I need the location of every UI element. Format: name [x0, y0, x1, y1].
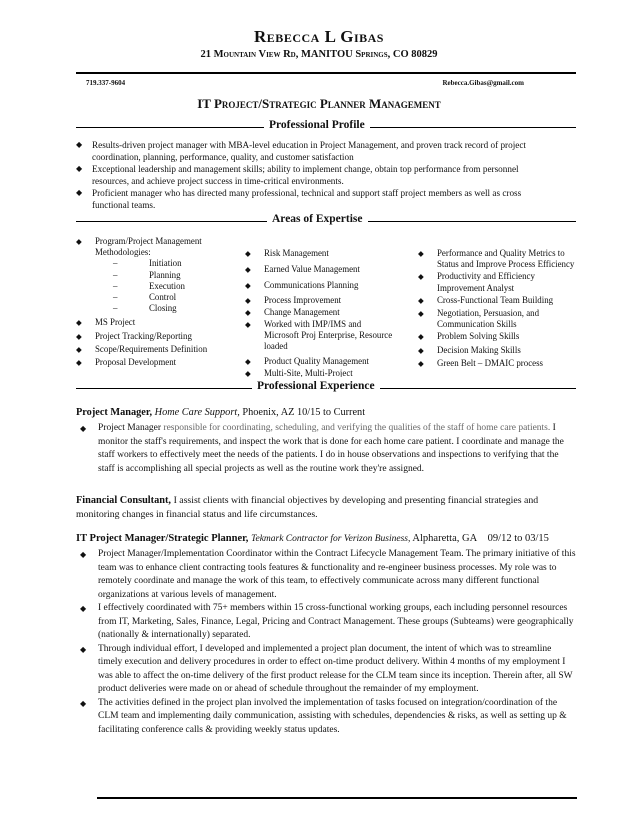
job-company: Home Care Support,	[154, 407, 240, 418]
job-bullet: ◆ The activities defined in the project plan involved the implementation of tasks focused on integration/coordination of the CLM team and implementing daily communication, assisting with schedules, dependencies & risks, as well as setting up & facilitating conference calls & providing weekly status updates.	[80, 697, 567, 735]
phase-item: – Execution	[113, 280, 185, 291]
expertise-item: ◆ Green Belt – DMAIC process	[418, 357, 543, 368]
expertise-item: ◆ Communications Planning	[245, 280, 359, 291]
expertise-item: ◆ Multi-Site, Multi-Project	[245, 368, 395, 377]
diamond-bullet-icon: ◆	[245, 356, 251, 366]
diamond-bullet-icon: ◆	[245, 368, 251, 377]
diamond-bullet-icon: ◆	[245, 281, 251, 291]
job-lead-rest: responsible for coordinating, scheduling, and verifying the qualities of the staff of home care patients.	[163, 423, 551, 433]
diamond-bullet-icon: ◆	[76, 140, 83, 149]
phase-item: – Closing	[113, 303, 177, 314]
expertise-column-3	[418, 248, 578, 369]
diamond-bullet-icon: ◆	[76, 344, 82, 354]
diamond-bullet-icon: ◆	[245, 295, 251, 305]
diamond-bullet-icon: ◆	[76, 318, 82, 328]
expertise-item: ◆ Earned Value Management	[245, 264, 360, 275]
profile-bullet	[76, 163, 556, 187]
job-financial-consultant	[76, 494, 576, 522]
diamond-bullet-icon: ◆	[418, 272, 424, 282]
resume-title: IT Project/Strategic Planner Management	[197, 96, 441, 111]
job-tekmark	[76, 532, 576, 737]
diamond-bullet-icon: ◆	[245, 320, 251, 330]
job-lead: Project Manager	[98, 423, 162, 433]
expertise-item: ◆ Performance and Quality Metrics to Status and Improve Process Efficiency	[418, 248, 575, 270]
expertise-column-2	[245, 248, 395, 377]
diamond-bullet-icon: ◆	[418, 295, 424, 305]
diamond-bullet-icon: ◆	[418, 345, 424, 355]
profile-heading: Professional Profile	[264, 119, 370, 131]
expertise-item: ◆ Negotiation, Persuasion, and Communication Skills	[418, 308, 540, 330]
job-bullet: ◆ Project Manager/Implementation Coordinator within the Contract Lifecycle Management Team. The primary initiative of this team was to enhance client contracting tools features & functionality and re-engineer business processes. My role was to remotely coordinate and manage the work of this team, to effectively communicate across many different functional organizations at various levels of management.	[80, 549, 576, 600]
job-header	[76, 532, 576, 546]
profile-bullet-text: Exceptional leadership and management skills; ability to implement change, obtain top performance from personnel resources, and achieve project success in time-critical environments.	[92, 164, 519, 186]
diamond-bullet-icon: ◆	[418, 332, 424, 342]
phase-item: – Planning	[113, 269, 181, 280]
phase-item: – Initiation	[113, 258, 182, 269]
profile-bullet	[76, 139, 556, 163]
diamond-bullet-icon: ◆	[76, 164, 83, 173]
diamond-bullet-icon: ◆	[76, 237, 82, 246]
job-dates: 09/12 to 03/15	[487, 533, 549, 544]
diamond-bullet-icon: ◆	[418, 249, 424, 258]
diamond-bullet-icon: ◆	[80, 644, 87, 654]
expertise-item: ◆ Risk Management	[245, 248, 329, 258]
diamond-bullet-icon: ◆	[245, 249, 251, 258]
expertise-item: ◆ Worked with IMP/IMS and Microsoft Proj Enterprise, Resource loaded	[245, 319, 393, 352]
job-details: Phoenix, AZ 10/15 to Current	[242, 407, 366, 418]
diamond-bullet-icon: ◆	[245, 307, 251, 317]
job-home-care	[76, 406, 576, 476]
contact-row	[86, 79, 524, 87]
experience-heading: Professional Experience	[252, 380, 380, 392]
expertise-column-1	[76, 236, 241, 368]
expertise-item: ◆ MS Project	[76, 317, 136, 328]
profile-bullet-text: Proficient manager who has directed many professional, technical and support staff project members as well as cross functional teams.	[92, 188, 522, 210]
phone: 719.337-9604	[86, 79, 126, 87]
expertise-item: ◆ Program/Project Management Methodologies:	[76, 236, 202, 258]
email: Rebecca.Gibas@gmail.com	[442, 79, 524, 87]
job-body: I assist clients with financial objectives by developing and presenting financial strategies and monitoring changes in financial status and life circumstances.	[76, 495, 539, 520]
job-title: Financial Consultant,	[76, 495, 171, 506]
diamond-bullet-icon: ◆	[80, 698, 87, 708]
expertise-item: ◆ Productivity and Efficiency Improvement Analyst	[418, 271, 535, 293]
profile-bullet-text: Results-driven project manager with MBA-level education in Project Management, and proven track record of project coordination, planning, performance, quality, and customer satisfaction	[92, 140, 526, 162]
expertise-item: ◆ Project Tracking/Reporting	[76, 330, 192, 341]
expertise-heading: Areas of Expertise	[267, 213, 368, 225]
expertise-item: ◆ Decision Making Skills	[418, 344, 521, 355]
expertise-item: ◆ Change Management	[245, 306, 340, 317]
diamond-bullet-icon: ◆	[76, 188, 83, 197]
candidate-name: Rebecca L Gibas	[254, 27, 384, 46]
job-title: Project Manager,	[76, 407, 153, 418]
job-title: IT Project Manager/Strategic Planner,	[76, 533, 249, 544]
expertise-item: ◆ Problem Solving Skills	[418, 331, 520, 342]
job-body: I monitor the staff's requirements, and inspect the work that is done for each home care patient. I coordinate and manage the staff workers to effectively meet the needs of the patients. I do in house observations and inspections to verifying that the staff is accomplishing all special projects as well as the routine work they're assigned.	[98, 423, 564, 474]
job-company: Tekmark Contractor for Verizon Business,	[251, 534, 411, 544]
job-bullet	[76, 422, 576, 476]
diamond-bullet-icon: ◆	[76, 358, 82, 368]
diamond-bullet-icon: ◆	[76, 331, 82, 341]
diamond-bullet-icon: ◆	[80, 424, 87, 433]
diamond-bullet-icon: ◆	[80, 604, 87, 613]
expertise-item: ◆ Process Improvement	[245, 294, 342, 305]
job-bullet: ◆ Through individual effort, I developed and implemented a project plan document, the intent of which was to streamline timely execution and delivery procedures in order to effect on-time product delivery. Within 4 months of my employment I was able to affect the on-time delivery of the first product release for the CLM team since its inception. Therein after, all SW product deliveries were made on or ahead of schedule throughout the remainder of my employment.	[80, 643, 573, 694]
footer-rule	[97, 797, 577, 799]
diamond-bullet-icon: ◆	[80, 550, 87, 559]
expertise-item: ◆ Scope/Requirements Definition	[76, 343, 208, 354]
diamond-bullet-icon: ◆	[418, 309, 424, 319]
header-rule	[76, 72, 576, 74]
job-details: Alpharetta, GA	[412, 533, 478, 544]
expertise-item: ◆ Product Quality Management	[245, 355, 369, 366]
expertise-item: ◆ Proposal Development	[76, 357, 177, 368]
expertise-item: ◆ Cross-Functional Team Building	[418, 294, 554, 305]
phase-item: – Control	[113, 292, 177, 303]
job-bullet: ◆ I effectively coordinated with 75+ members within 15 cross-functional working groups, each including personnel resources from IT, Marketing, Sales, Finance, Legal, Pricing and Contract Management. These groups (Subteams) were geographically (nationally & internationally) separated.	[80, 603, 574, 640]
address: 21 Mountain View Rd, MANITOU Springs, CO 80829	[200, 49, 438, 60]
profile-bullet	[76, 187, 556, 211]
job-header	[76, 406, 576, 420]
diamond-bullet-icon: ◆	[418, 358, 424, 368]
diamond-bullet-icon: ◆	[245, 265, 251, 275]
